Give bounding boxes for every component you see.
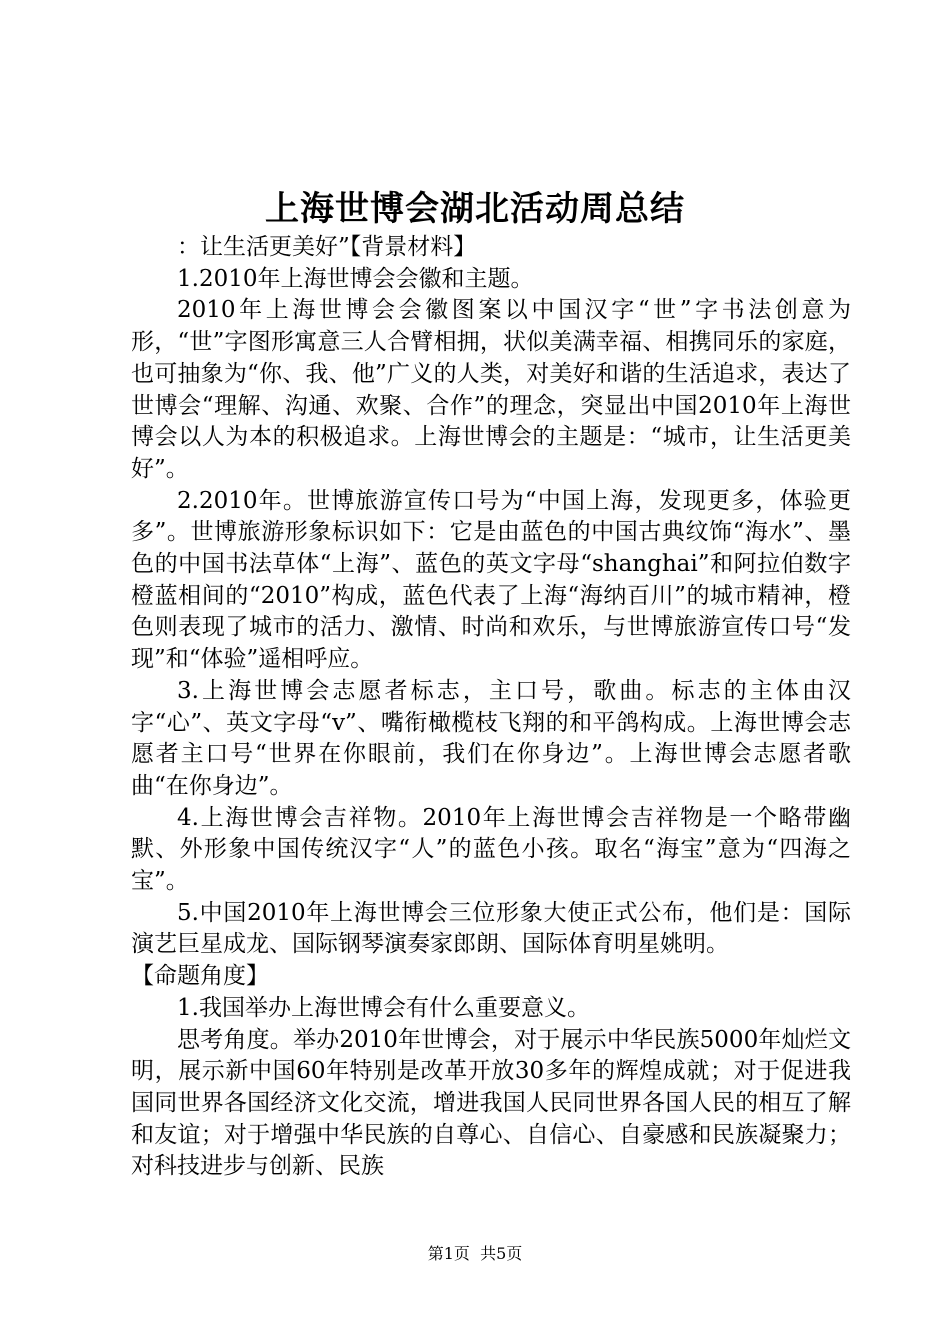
paragraph: 4.上海世博会吉祥物。2010年上海世博会吉祥物是一个略带幽默、外形象中国传统汉字“人”的蓝色小孩。取名“海宝”意为“四海之宝”。 bbox=[131, 804, 851, 895]
paragraph: 1.我国举办上海世博会有什么重要意义。 bbox=[177, 994, 590, 1021]
paragraph: 2010年上海世博会会徽图案以中国汉字“世”字书法创意为形，“世”字图形寓意三人合臂相拥，状似美满幸福、相携同乐的家庭，也可抽象为“你、我、他”广义的人类，对美好和谐的生活追求，表达了世博会“理解、沟通、欢聚、合作”的理念，突显出中国2010年上海世博会以人为本的积极追求。上海世博会的主题是：“城市，让生活更美好”。 bbox=[131, 297, 851, 482]
paragraph: 1.2010年上海世博会会徽和主题。 bbox=[177, 265, 534, 292]
document-title: 上海世博会湖北活动周总结 bbox=[265, 189, 685, 229]
section-heading: 【命题角度】 bbox=[131, 963, 269, 990]
document-body bbox=[131, 232, 851, 1183]
paragraph: ：让生活更美好”【背景材料】 bbox=[177, 234, 477, 260]
paragraph: 5.中国2010年上海世博会三位形象大使正式公布，他们是：国际演艺巨星成龙、国际钢琴演奏家郎朗、国际体育明星姚明。 bbox=[131, 899, 851, 958]
paragraph: 2.2010年。世博旅游宣传口号为“中国上海，发现更多，体验更多”。世博旅游形象标识如下：它是由蓝色的中国古典纹饰“海水”、墨色的中国书法草体“上海”、蓝色的英文字母“shanghai”和阿拉伯数字橙蓝相间的“2010”构成，蓝色代表了上海“海纳百川”的城市精神，橙色则表现了城市的活力、激情、时尚和欢乐，与世博旅游宣传口号“发现”和“体验”遥相呼应。 bbox=[131, 487, 851, 673]
paragraph: 3.上海世博会志愿者标志，主口号，歌曲。标志的主体由汉字“心”、英文字母“v”、嘴衔橄榄枝飞翔的和平鸽构成。上海世博会志愿者主口号“世界在你眼前，我们在你身边”。上海世博会志愿者歌曲“在你身边”。 bbox=[131, 677, 851, 799]
page-number-footer: 第1页 共5页 bbox=[427, 1244, 523, 1263]
paragraph: 思考角度。举办2010年世博会，对于展示中华民族5000年灿烂文明，展示新中国60年特别是改革开放30多年的辉煌成就；对于促进我国同世界各国经济文化交流，增进我国人民同世界各国人民的相互了解和友谊；对于增强中华民族的自尊心、自信心、自豪感和民族凝聚力；对科技进步与创新、民族 bbox=[131, 1026, 851, 1180]
